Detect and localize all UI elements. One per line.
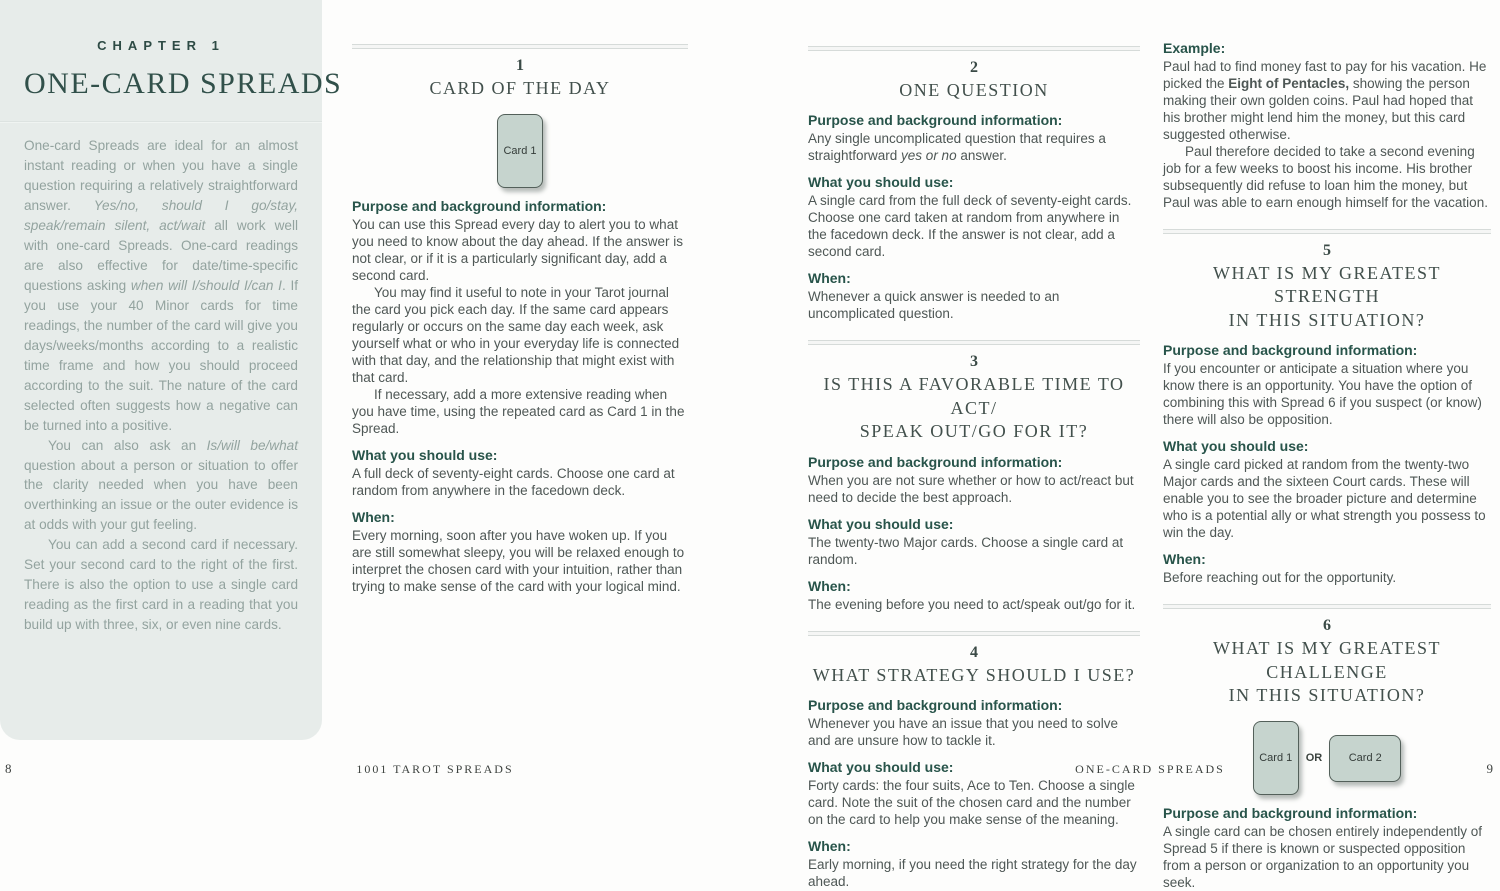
chapter-intro-text — [24, 136, 298, 635]
spread-title: CARD OF THE DAY — [429, 78, 611, 98]
spread-title — [1163, 637, 1491, 707]
right-page-number: 9 — [1486, 761, 1493, 776]
tarot-card-1 — [1253, 721, 1299, 795]
chapter-kicker: CHAPTER 1 — [97, 38, 225, 53]
paragraph: If you encounter or anticipate a situation where you know there is an opportunity. You have the option of combining this with Spread 6 if you suspect (or know) there will also be opposition. — [1163, 361, 1482, 428]
paragraph: Any single uncomplicated question that requires a straightforward yes or no answer. — [808, 131, 1106, 164]
purpose-label: Purpose and background information: — [1163, 805, 1418, 822]
chapter-paragraph: You can add a second card if necessary. Set your second card to the right of the first. There is also the option to use a single card reading as the first card in a reading that you build up with three, six, or even nine cards. — [24, 537, 298, 633]
paragraph: When you are not sure whether or how to act/react but need to decide the best approach. — [808, 472, 1134, 505]
or-label: OR — [1305, 752, 1323, 765]
spread-title-line: IN THIS SITUATION? — [1228, 684, 1426, 705]
paragraph: If necessary, add a more extensive reading when you have time, using the repeated card as Card 1 in the Spread. — [352, 387, 685, 437]
spread-1 — [352, 44, 688, 595]
section-rule — [808, 631, 1140, 636]
spread-title-line: WHAT IS MY GREATEST STRENGTH — [1212, 263, 1441, 307]
tarot-card-label: Card 1 — [503, 145, 537, 158]
paragraph: Before reaching out for the opportunity. — [1163, 570, 1397, 586]
spread-1-layout — [352, 114, 688, 188]
paragraph: Forty cards: the four suits, Ace to Ten. Choose a single card. Note the suit of the chosen card and the number on the card to help you make sense of the meaning. — [808, 777, 1135, 827]
spread-title-line: SPEAK OUT/GO FOR IT? — [859, 421, 1089, 442]
spread-title: WHAT STRATEGY SHOULD I USE? — [812, 664, 1136, 685]
tarot-card-2 — [1329, 735, 1401, 782]
chapter-intro-panel — [0, 0, 343, 740]
spread-number: 3 — [970, 353, 978, 371]
paragraph: Whenever you have an issue that you need to solve and are unsure how to tackle it. — [808, 715, 1118, 748]
use-text — [352, 465, 688, 499]
paragraph: Every morning, soon after you have woken up. If you are still somewhat sleepy, you will be relaxed enough to interpret the chosen card with your intuition, rather than trying to make sense of the card with your logical mind. — [352, 528, 685, 595]
left-page-number: 8 — [5, 761, 12, 776]
when-label: When: — [1163, 551, 1206, 568]
paragraph: Paul had to find money fast to pay for his vacation. He picked the Eight of Pentacles, showing the person making their own golden coins. Paul had hoped that his brother might lend him the money, but this card suggested otherwise. — [1163, 59, 1487, 142]
spread-number: 4 — [970, 643, 978, 661]
tarot-card-label: Card 2 — [1348, 752, 1382, 765]
spread-number: 6 — [1323, 617, 1331, 635]
spread-4 — [808, 631, 1140, 890]
purpose-label: Purpose and background information: — [1163, 342, 1418, 359]
section-rule — [1163, 229, 1491, 234]
spread-3 — [808, 340, 1140, 612]
when-text — [352, 527, 688, 595]
spread-title-line: IS THIS A FAVORABLE TIME TO ACT/ — [823, 374, 1125, 418]
purpose-label: Purpose and background information: — [808, 112, 1063, 129]
section-rule — [808, 46, 1140, 51]
paragraph: Whenever a quick answer is needed to an uncomplicated question. — [808, 289, 1060, 322]
spread-title — [1163, 262, 1491, 332]
left-running-title: 1001 TAROT SPREADS — [356, 762, 514, 776]
section-rule — [352, 44, 688, 49]
when-label: When: — [808, 270, 851, 287]
use-label: What you should use: — [808, 515, 954, 532]
paragraph: A single card can be chosen entirely independently of Spread 5 if there is known or suspected opposition from a person or organization to an opportunity you seek. — [1163, 824, 1482, 891]
use-label: What you should use: — [352, 447, 498, 464]
paragraph: A full deck of seventy-eight cards. Choose one card at random from anywhere in the facedown deck. — [352, 466, 675, 499]
paragraph: You can use this Spread every day to alert you to what you need to know about the day ahead. If the answer is not clear, or if it is a particularly significant day, add a second card. — [352, 217, 683, 284]
section-rule — [1163, 604, 1491, 609]
section-rule — [808, 340, 1140, 345]
example-block — [1163, 40, 1491, 211]
use-label: What you should use: — [1163, 438, 1309, 455]
when-label: When: — [808, 837, 851, 854]
paragraph: The evening before you need to act/speak out/go for it. — [808, 596, 1136, 612]
chapter-paragraph: You can also ask an Is/will be/what question about a person or situation to offer the clarity needed when you have been overthinking an issue or the outer evidence is at odds with your gut feeling. — [24, 437, 298, 533]
use-label: What you should use: — [808, 758, 954, 775]
spread-6-layout — [1163, 721, 1491, 795]
spread-2 — [808, 46, 1140, 322]
spread-title — [808, 373, 1140, 443]
when-label: When: — [808, 577, 851, 594]
purpose-label: Purpose and background information: — [808, 453, 1063, 470]
spread-title-line: IN THIS SITUATION? — [1228, 309, 1426, 330]
chapter-paragraph: One-card Spreads are ideal for an almost instant reading or when you have a single question requiring a relatively straightforward answer. Yes/no, should I go/stay, speak/remain silent, act/wait all work well with one-card Spreads. One-card readings are also effective for date/time-specific questions asking when will I/should I/can I. If you use your 40 Minor cards for time readings, the number of the card will give you days/weeks/months according to a realistic time frame and how you should proceed according to the suit. The nature of the card selected often suggests how a negative can be turned into a positive. — [24, 138, 299, 433]
chapter-title: ONE-CARD SPREADS — [24, 67, 343, 100]
spread-number: 1 — [516, 57, 524, 74]
paragraph: Paul therefore decided to take a second evening job for a few weeks to boost his income. His brother subsequently did refuse to loan him the money, but Paul was able to earn enough himself for the vacation. — [1163, 144, 1488, 210]
spread-number: 5 — [1323, 242, 1331, 259]
spread-title-line: WHAT IS MY GREATEST CHALLENGE — [1212, 638, 1441, 682]
when-label: When: — [352, 509, 395, 526]
tarot-card-label: Card 1 — [1259, 752, 1293, 765]
spread-title: ONE QUESTION — [899, 80, 1049, 100]
paragraph: You may find it useful to note in your Tarot journal the card you pick each day. If the same card appears regularly or occurs on the same day each week, ask yourself what or who in your everyday life is connected with that day, and the relationship that might exist with that card. — [352, 285, 680, 386]
tarot-card-1 — [497, 114, 543, 188]
paragraph: Early morning, if you need the right strategy for the day ahead. — [808, 856, 1137, 889]
spread-number: 2 — [970, 59, 978, 76]
purpose-text — [352, 216, 688, 437]
purpose-label: Purpose and background information: — [352, 198, 607, 215]
right-running-title: ONE-CARD SPREADS — [1075, 762, 1225, 776]
spread-6 — [1163, 604, 1491, 891]
spread-5 — [1163, 229, 1491, 586]
paragraph: A single card picked at random from the twenty-two Major cards and the sixteen Court cards. These will enable you to see the broader picture and determine who is a potential ally or what strength you possess to win the day. — [1163, 457, 1486, 541]
paragraph: A single card from the full deck of seventy-eight cards. Choose one card taken at random from anywhere in the facedown deck. If the answer is not clear, add a second card. — [808, 193, 1132, 260]
use-label: What you should use: — [808, 174, 954, 191]
purpose-label: Purpose and background information: — [808, 696, 1063, 713]
paragraph: The twenty-two Major cards. Choose a single card at random. — [808, 534, 1124, 567]
panel-divider — [0, 121, 322, 122]
example-label: Example: — [1163, 40, 1226, 56]
